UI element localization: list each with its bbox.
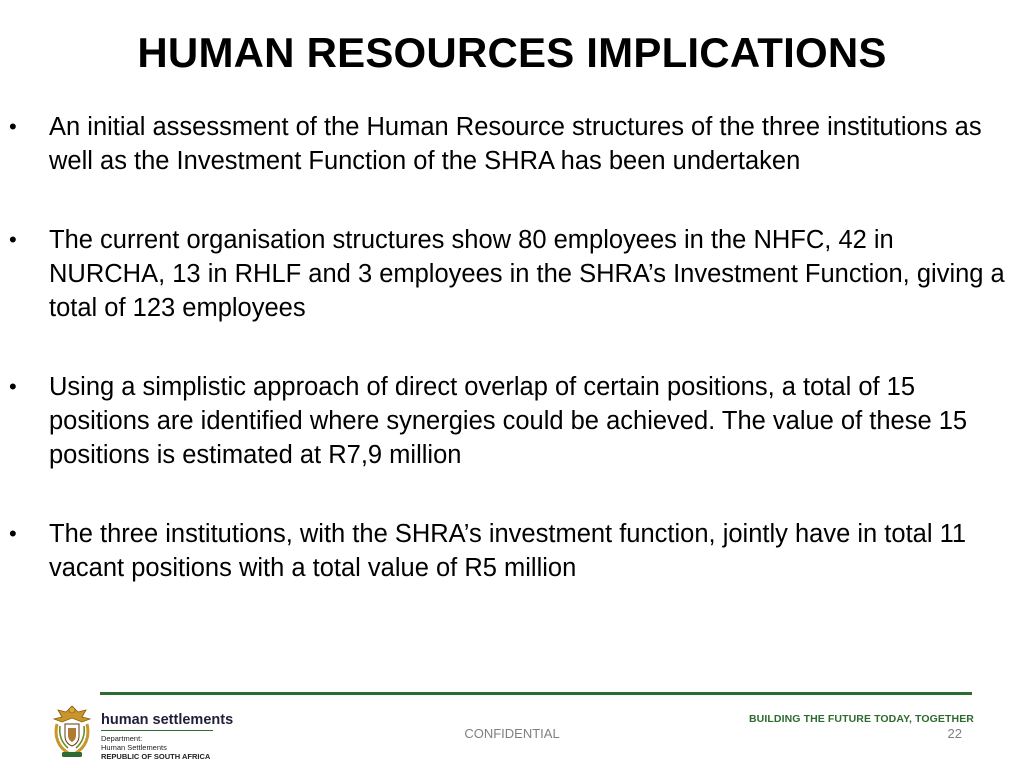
bullet-dot: • (9, 227, 17, 252)
footer-divider (100, 692, 972, 695)
bullet-dot: • (9, 114, 17, 139)
bullet-item (0, 370, 1024, 472)
department-name: human settlements (101, 712, 234, 728)
bullet-dot: • (9, 521, 17, 546)
bullet-text: The three institutions, with the SHRA’s investment function, jointly have in total 11 vacant positions with a total value of R5 million (49, 520, 967, 582)
bullet-text: Using a simplistic approach of direct overlap of certain positions, a total of 15 positions are identified where synergies could be achieved. The value of these 15 positions is estimated at R7,9 million (49, 373, 968, 469)
confidential-label: CONFIDENTIAL (464, 726, 560, 741)
slide-title: HUMAN RESOURCES IMPLICATIONS (137, 29, 887, 76)
page-number: 22 (947, 726, 962, 741)
bullet-text: An initial assessment of the Human Resource structures of the three institutions as well as the Investment Function of the SHRA has been undertaken (49, 113, 982, 175)
bullet-dot: • (9, 374, 17, 399)
bullet-list (0, 110, 1024, 630)
country-name: REPUBLIC OF SOUTH AFRICA (101, 752, 211, 761)
bullet-item (0, 223, 1024, 325)
bullet-item (0, 517, 1024, 585)
bullet-text: The current organisation structures show 80 employees in the NHFC, 42 in NURCHA, 13 in RHLF and 3 employees in the SHRA’s Investment Function, giving a total of 123 employees (49, 226, 1005, 322)
department-full-name: Human Settlements (101, 743, 167, 752)
department-label: Department: (101, 734, 143, 743)
bullet-item (0, 110, 1024, 178)
tagline: BUILDING THE FUTURE TODAY, TOGETHER (749, 713, 974, 725)
